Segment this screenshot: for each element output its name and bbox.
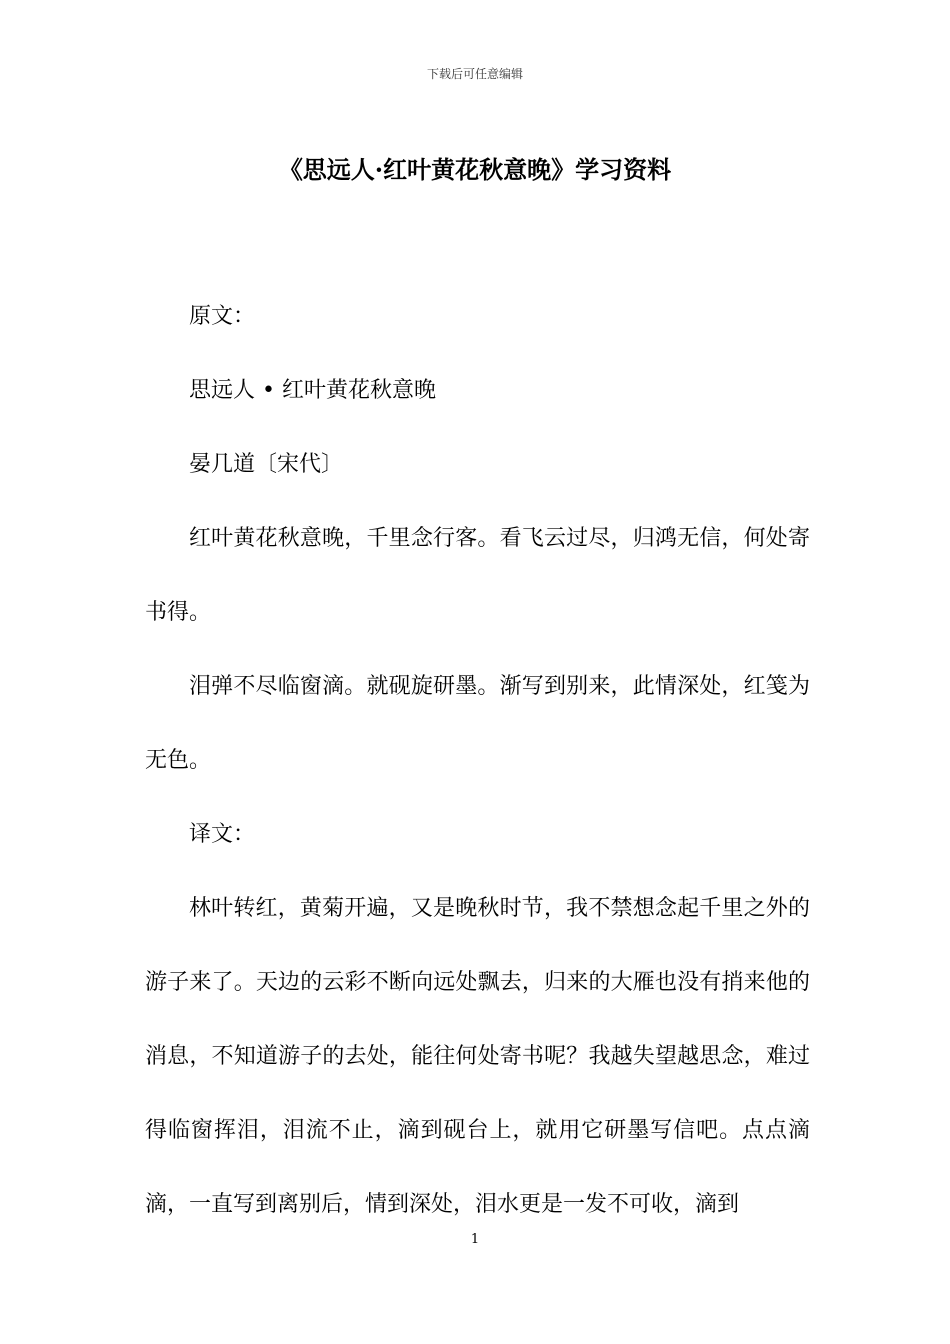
document-body — [145, 280, 810, 1242]
paragraph-poem-stanza-2: 泪弹不尽临窗滴。就砚旋研墨。渐写到别来，此情深处，红笺为无色。 — [145, 674, 810, 773]
paragraph-translation-label: 译文： — [189, 822, 256, 847]
document-title: 《思远人·红叶黄花秋意晚》学习资料 — [278, 155, 672, 184]
paragraph-original-label: 原文： — [189, 304, 256, 329]
paragraph-poem-stanza-1: 红叶黄花秋意晚，千里念行客。看飞云过尽，归鸿无信，何处寄书得。 — [145, 526, 810, 625]
header-note: 下载后可任意编辑 — [426, 67, 523, 81]
paragraph-translation-text: 林叶转红，黄菊开遍，又是晚秋时节，我不禁想念起千里之外的游子来了。天边的云彩不断向远处飘去，归来的大雁也没有捎来他的消息，不知道游子的去处，能往何处寄书呢？我越失望越思念，难过得临窗挥泪，泪流不止，滴到砚台上，就用它研墨写信吧。点点滴滴，一直写到离别后，情到深处，泪水更是一发不可收，滴到 — [145, 896, 810, 1217]
paragraph-poem-author: 晏几道〔宋代〕 — [189, 452, 344, 477]
paragraph-poem-title: 思远人 • 红叶黄花秋意晚 — [189, 378, 436, 403]
page-number: 1 — [470, 1232, 480, 1247]
